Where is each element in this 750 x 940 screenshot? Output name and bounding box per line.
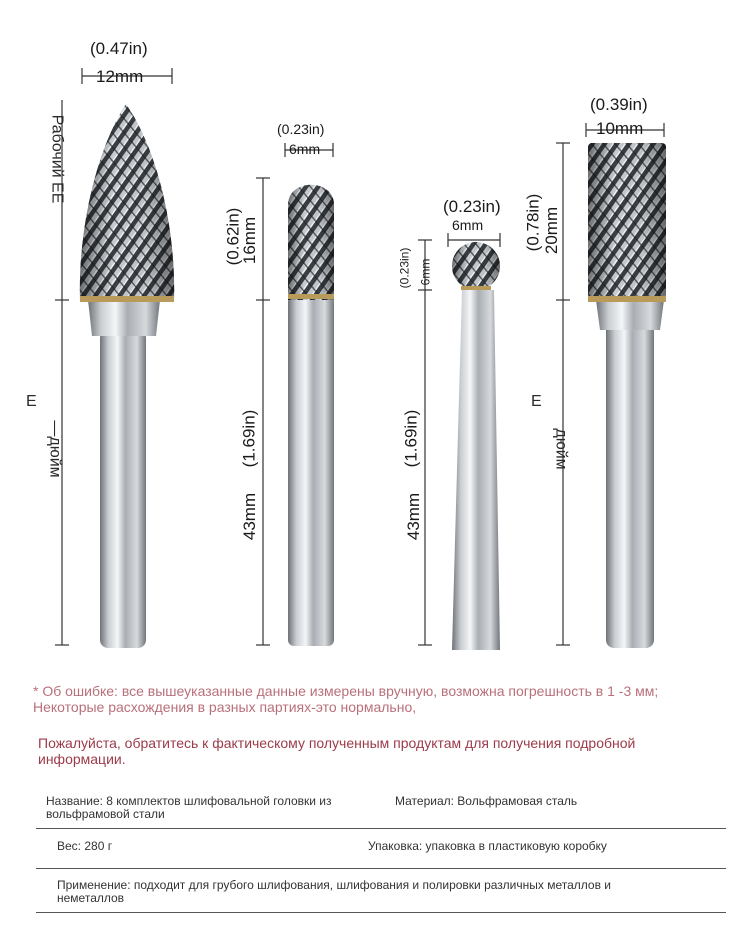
t3-head-mm: 6mm bbox=[418, 258, 433, 286]
t1-work-label: Рабочий EE bbox=[48, 114, 66, 204]
contact-note: Пожалуйста, обратитесь к фактическому полученным продуктам для получения подробной информации. bbox=[38, 735, 636, 767]
t2-head-mm: 16mm bbox=[240, 216, 260, 265]
t1-width-mm: 12mm bbox=[96, 67, 144, 86]
t2-width-in: (0.23in) bbox=[277, 121, 325, 137]
spec-application: Применение: подходит для грубого шлифования, шлифования и полировки различных металлов и неметаллов bbox=[57, 878, 611, 905]
spec-divider-2 bbox=[36, 868, 726, 869]
t3-shank-mm: 43mm bbox=[404, 492, 424, 541]
t1-shank-label-a: E bbox=[26, 393, 37, 410]
t2-shank-mm: 43mm bbox=[240, 492, 260, 541]
t3-shank-in: (1.69in) bbox=[401, 409, 421, 468]
spec-material: Материал: Вольфрамовая сталь bbox=[395, 794, 578, 808]
t1-shank-label-b: —дюйм bbox=[46, 420, 64, 478]
t4-shank-label-b: дюйм bbox=[552, 428, 570, 470]
burr-ball-nose bbox=[288, 185, 334, 646]
spec-packaging: Упаковка: упаковка в пластиковую коробку bbox=[368, 839, 607, 853]
spec-name: Название: 8 комплектов шлифовальной головки из вольфрамовой стали bbox=[46, 794, 332, 821]
spec-divider-1 bbox=[36, 828, 726, 829]
t4-width-mm: 10mm bbox=[596, 119, 644, 138]
t3-width-in: (0.23in) bbox=[443, 197, 501, 216]
t2-head-in: (0.62in) bbox=[223, 207, 243, 266]
t2-shank-in: (1.69in) bbox=[239, 409, 259, 468]
error-note: * Об ошибке: все вышеуказанные данные измерены вручную, возможна погрешность в 1 -3 мм; Некоторые расхождения в разных партиях-это нормально, bbox=[33, 683, 659, 715]
spec-weight: Вес: 280 г bbox=[57, 839, 113, 853]
t3-head-in: (0.23in) bbox=[397, 247, 412, 289]
burr-ball bbox=[452, 242, 500, 650]
t4-width-in: (0.39in) bbox=[590, 95, 648, 114]
t1-width-in: (0.47in) bbox=[90, 39, 148, 58]
t4-head-mm: 20mm bbox=[542, 206, 562, 255]
t4-head-in: (0.78in) bbox=[523, 193, 543, 252]
spec-divider-3 bbox=[36, 912, 726, 913]
burr-flame bbox=[80, 104, 174, 648]
t4-shank-label-a: E bbox=[531, 393, 542, 410]
t2-width-mm: 6mm bbox=[289, 141, 321, 157]
t3-width-mm: 6mm bbox=[452, 217, 484, 233]
burr-cylinder bbox=[588, 143, 666, 648]
